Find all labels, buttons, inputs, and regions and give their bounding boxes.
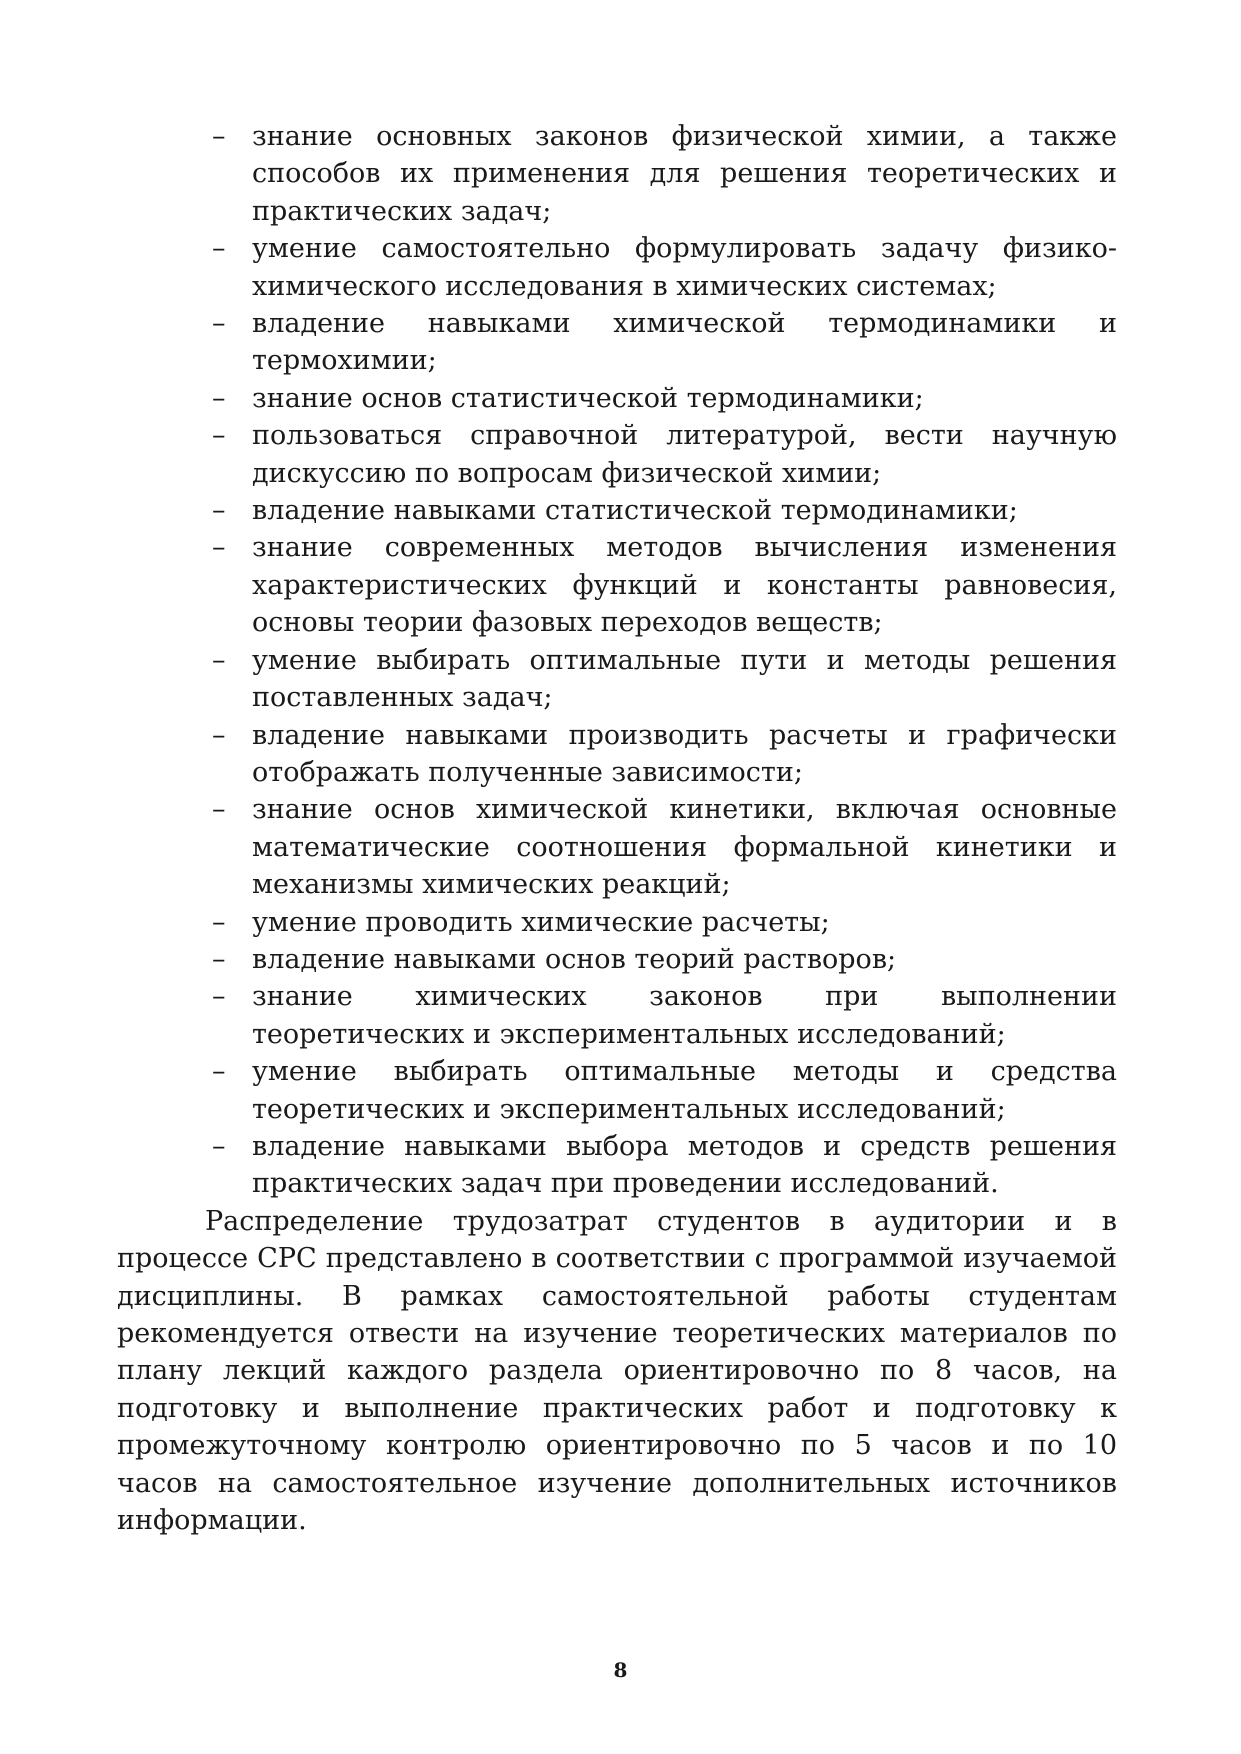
list-item <box>117 1053 1117 1128</box>
list-item <box>117 492 1117 529</box>
bullet-dash: – <box>212 420 226 452</box>
list-item-text: умение выбирать оптимальные пути и методы решения поставленных задач; <box>252 644 1117 714</box>
list-item <box>117 1128 1117 1203</box>
list-item-text: владение навыками выбора методов и средств решения практических задач при проведении исследований. <box>252 1130 1117 1200</box>
list-item <box>117 529 1117 641</box>
list-item <box>117 717 1117 792</box>
list-item <box>117 380 1117 417</box>
list-item-text: знание основных законов физической химии, а также способов их применения для решения теоретических и практических задач; <box>252 121 1117 227</box>
list-item <box>117 417 1117 492</box>
bullet-dash: – <box>212 495 226 527</box>
list-item-text: знание основ химической кинетики, включая основные математические соотношения формальной кинетики и механизмы химических реакций; <box>252 794 1117 901</box>
list-item-text: умение проводить химические расчеты; <box>252 906 830 938</box>
list-item <box>117 118 1117 230</box>
list-item <box>117 230 1117 305</box>
list-item-text: владение навыками производить расчеты и графически отображать полученные зависимости; <box>252 719 1117 788</box>
page-number: 8 <box>613 1658 628 1682</box>
bullet-dash: – <box>212 981 226 1013</box>
bullet-dash: – <box>212 719 226 751</box>
bullet-dash: – <box>212 906 226 938</box>
bullet-dash: – <box>212 121 226 152</box>
list-item <box>117 941 1117 978</box>
bullet-dash: – <box>212 1056 226 1088</box>
list-item-text: знание современных методов вычисления изменения характеристических функций и константы равновесия, основы теории фазовых переходов веществ; <box>252 532 1117 639</box>
list-item-text: владение навыками статистической термодинамики; <box>252 495 1018 527</box>
list-item <box>117 978 1117 1053</box>
page-body <box>117 118 1117 1539</box>
bullet-dash: – <box>212 382 226 414</box>
list-item <box>117 305 1117 380</box>
bullet-dash: – <box>212 1130 226 1162</box>
competency-list <box>117 118 1117 1203</box>
list-item-text: владение навыками основ теорий растворов; <box>252 943 897 975</box>
list-item <box>117 904 1117 941</box>
list-item-text: знание химических законов при выполнении теоретических и экспериментальных исследований; <box>252 981 1117 1050</box>
bullet-dash: – <box>212 943 226 975</box>
bullet-dash: – <box>212 644 226 676</box>
list-item-text: владение навыками химической термодинамики и термохимии; <box>252 308 1117 377</box>
list-item-text: умение самостоятельно формулировать задачу физико-химического исследования в химических системах; <box>252 233 1117 302</box>
bullet-dash: – <box>212 308 226 340</box>
bullet-dash: – <box>212 233 226 265</box>
list-item-text: умение выбирать оптимальные методы и средства теоретических и экспериментальных исследований; <box>252 1056 1117 1125</box>
workload-paragraph: Распределение трудозатрат студентов в аудитории и в процессе СРС представлено в соответствии с программой изучаемой дисциплины. В рамках самостоятельной работы студентам рекомендуется отвести на изучение теоретических материалов по плану лекций каждого раздела ориентировочно по 8 часов, на подготовку и выполнение практических работ и подготовку к промежуточному контролю ориентировочно по 5 часов и по 10 часов на самостоятельное изучение дополнительных источников информации. <box>117 1205 1117 1537</box>
list-item-text: пользоваться справочной литературой, вести научную дискуссию по вопросам физической химии; <box>252 420 1117 489</box>
list-item <box>117 642 1117 717</box>
list-item <box>117 791 1117 903</box>
bullet-dash: – <box>212 794 226 826</box>
list-item-text: знание основ статистической термодинамики; <box>252 382 924 414</box>
bullet-dash: – <box>212 532 226 564</box>
